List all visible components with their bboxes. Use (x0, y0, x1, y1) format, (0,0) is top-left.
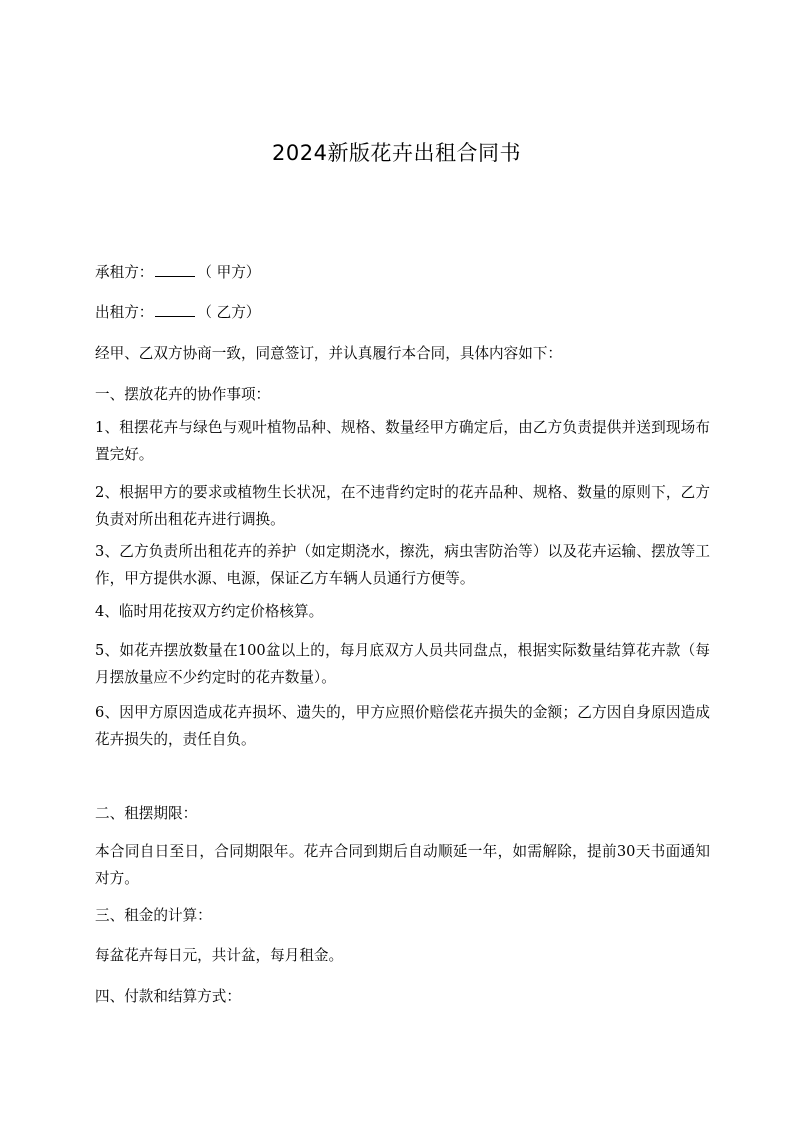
section4-heading: 四、付款和结算方式： (95, 988, 241, 1005)
intro-paragraph: 经甲、乙双方协商一致，同意签订，并认真履行本合同，具体内容如下： (95, 345, 563, 362)
lessor-role: （ 乙方） (197, 304, 261, 321)
lessee-line (95, 262, 705, 283)
section1-item-6: 6、因甲方原因造成花卉损坏、遗失的，甲方应照价赔偿花卉损失的金额；乙方因自身原因造成花卉损失的，责任自负。 (95, 704, 710, 748)
section1-item-5: 5、如花卉摆放数量在100盆以上的，每月底双方人员共同盘点，根据实际数量结算花卉款（每月摆放量应不少约定时的花卉数量）。 (95, 642, 710, 686)
section2-heading: 二、租摆期限： (95, 805, 198, 822)
lessee-label: 承租方： (95, 264, 154, 281)
section1-item-1: 1、租摆花卉与绿色与观叶植物品种、规格、数量经甲方确定后，由乙方负责提供并送到现场布置完好。 (95, 419, 710, 463)
lessor-line (95, 302, 705, 323)
lessee-blank (155, 262, 195, 277)
section1-item-3: 3、乙方负责所出租花卉的养护（如定期浇水，擦洗，病虫害防治等）以及花卉运输、摆放等工作，甲方提供水源、电源，保证乙方车辆人员通行方便等。 (95, 543, 710, 587)
document-title: 2024新版花卉出租合同书 (272, 141, 521, 165)
lessor-label: 出租方： (95, 304, 154, 321)
section3-heading: 三、租金的计算： (95, 907, 212, 924)
section2-body: 本合同自日至日，合同期限年。花卉合同到期后自动顺延一年，如需解除，提前30天书面通知对方。 (95, 843, 710, 887)
section1-item-4: 4、临时用花按双方约定价格核算。 (95, 603, 324, 620)
lessee-role: （ 甲方） (197, 264, 261, 281)
lessor-blank (155, 302, 195, 317)
section1-heading: 一、摆放花卉的协作事项： (95, 386, 271, 403)
section3-body: 每盆花卉每日元，共计盆，每月租金。 (95, 947, 344, 964)
section1-item-2: 2、根据甲方的要求或植物生长状况，在不违背约定时的花卉品种、规格、数量的原则下，乙方负责对所出租花卉进行调换。 (95, 484, 710, 528)
